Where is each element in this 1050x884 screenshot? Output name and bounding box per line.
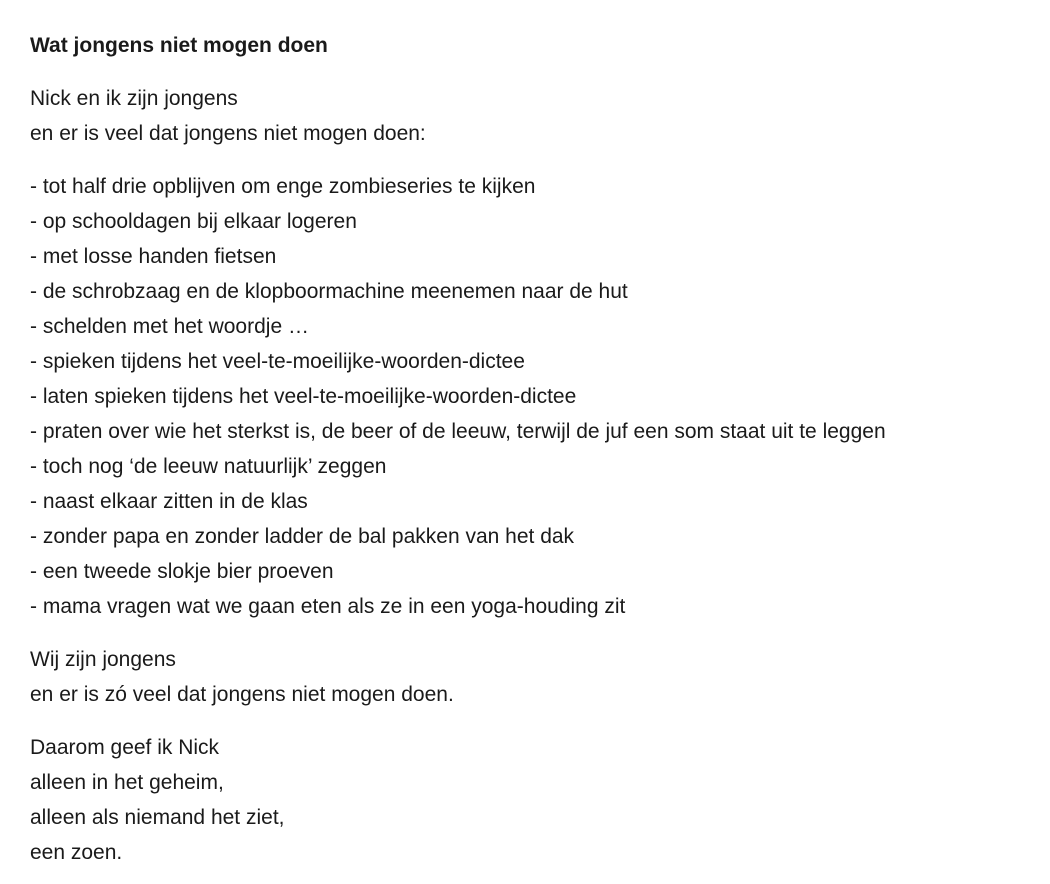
poem-stanza-end (30, 730, 1040, 870)
poem-line: en er is veel dat jongens niet mogen doen: (30, 122, 426, 145)
poem-stanza-mid (30, 642, 1040, 712)
poem-stanza-intro (30, 81, 1040, 151)
poem-line: en er is zó veel dat jongens niet mogen doen. (30, 683, 454, 706)
poem-list-item: - mama vragen wat we gaan eten als ze in een yoga-houding zit (30, 595, 626, 618)
poem-list-item: - schelden met het woordje … (30, 315, 309, 338)
poem-line: alleen als niemand het ziet, (30, 806, 285, 829)
poem-title: Wat jongens niet mogen doen (30, 34, 328, 57)
poem-list-item: - praten over wie het sterkst is, de beer of de leeuw, terwijl de juf een som staat uit te leggen (30, 420, 886, 443)
poem-list-item: - met losse handen fietsen (30, 245, 277, 268)
poem-list-item: - naast elkaar zitten in de klas (30, 490, 308, 513)
poem-list-item: - toch nog ‘de leeuw natuurlijk’ zeggen (30, 455, 387, 478)
poem-line: alleen in het geheim, (30, 771, 224, 794)
poem-list-item: - spieken tijdens het veel-te-moeilijke-woorden-dictee (30, 350, 525, 373)
poem-list-item: - laten spieken tijdens het veel-te-moeilijke-woorden-dictee (30, 385, 577, 408)
poem-list-item: - de schrobzaag en de klopboormachine meenemen naar de hut (30, 280, 628, 303)
poem-line: Wij zijn jongens (30, 648, 176, 671)
poem-list-item: - tot half drie opblijven om enge zombieseries te kijken (30, 175, 536, 198)
poem-list (30, 169, 1040, 624)
poem-line: Nick en ik zijn jongens (30, 87, 238, 110)
poem-list-item: - een tweede slokje bier proeven (30, 560, 334, 583)
poem-line: Daarom geef ik Nick (30, 736, 220, 759)
poem-line: een zoen. (30, 841, 123, 864)
poem-list-item: - op schooldagen bij elkaar logeren (30, 210, 357, 233)
poem-list-item: - zonder papa en zonder ladder de bal pakken van het dak (30, 525, 575, 548)
